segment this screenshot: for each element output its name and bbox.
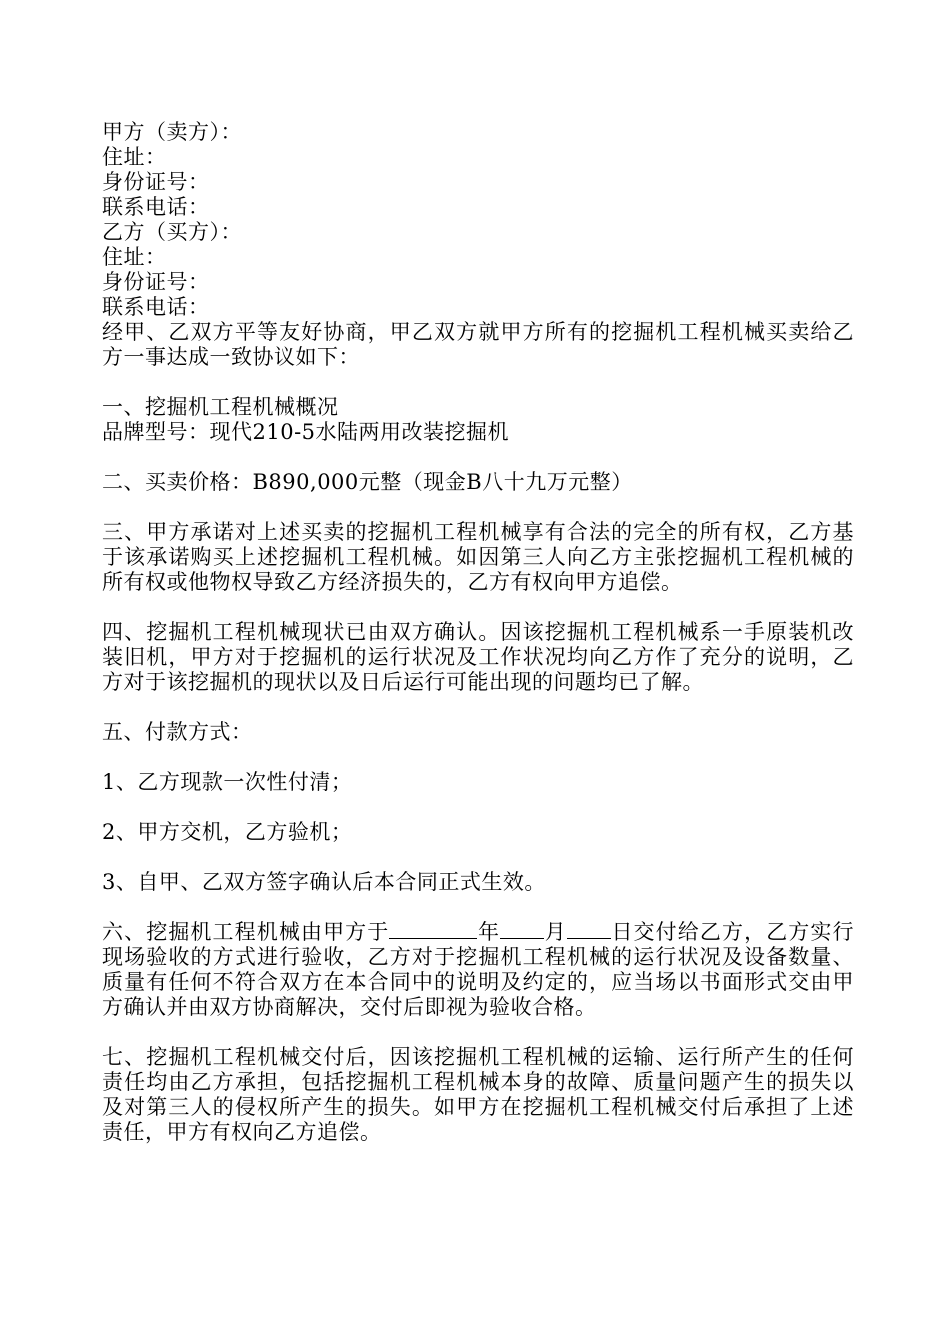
spacer <box>102 595 854 620</box>
section-5-item-3: 3、自甲、乙双方签字确认后本合同正式生效。 <box>102 870 546 894</box>
section-3-ownership: 三、甲方承诺对上述买卖的挖掘机工程机械享有合法的完全的所有权，乙方基于该承诺购买上述挖掘机工程机械。如因第三人向乙方主张挖掘机工程机械的所有权或他物权导致乙方经济损失的，乙方有权向甲方追偿。 <box>102 520 854 594</box>
year-blank[interactable] <box>389 920 477 939</box>
section-1-model: 品牌型号：现代210-5水陆两用改装挖掘机 <box>102 420 510 444</box>
section-5-item-1: 1、乙方现款一次性付清； <box>102 770 353 794</box>
party-b-address: 住址： <box>102 245 167 269</box>
spacer <box>102 495 854 520</box>
month-blank[interactable] <box>500 920 544 939</box>
party-a-id: 身份证号： <box>102 170 210 194</box>
section-6-year: 年 <box>477 920 501 944</box>
spacer <box>102 695 854 720</box>
party-b-phone: 联系电话： <box>102 295 210 319</box>
section-6-prefix: 六、挖掘机工程机械由甲方于 <box>102 920 390 944</box>
party-b-id: 身份证号： <box>102 270 210 294</box>
spacer <box>102 845 854 870</box>
section-5-item-2: 2、甲方交机，乙方验机； <box>102 820 353 844</box>
party-a-address: 住址： <box>102 145 167 169</box>
spacer <box>102 795 854 820</box>
section-7-liability: 七、挖掘机工程机械交付后，因该挖掘机工程机械的运输、运行所产生的任何责任均由乙方承担，包括挖掘机工程机械本身的故障、质量问题产生的损失以及对第三人的侵权所产生的损失。如甲方在挖掘机工程机械交付后承担了上述责任，甲方有权向乙方追偿。 <box>102 1045 854 1144</box>
spacer <box>102 370 854 395</box>
spacer <box>102 745 854 770</box>
section-6-rest: 日交付给乙方，乙方实行现场验收的方式进行验收，乙方对于挖掘机工程机械的运行状况及设备数量、质量有任何不符合双方在本合同中的说明及约定的，应当场以书面形式交由甲方确认并由双方协商解决，交付后即视为验收合格。 <box>102 920 855 1019</box>
party-a-title: 甲方（卖方）： <box>102 120 242 144</box>
party-a-phone: 联系电话： <box>102 195 210 219</box>
day-blank[interactable] <box>567 920 611 939</box>
section-2-price: 二、买卖价格：B890,000元整（现金B八十九万元整） <box>102 470 633 494</box>
section-5-heading: 五、付款方式： <box>102 720 253 744</box>
intro-paragraph: 经甲、乙双方平等友好协商，甲乙双方就甲方所有的挖掘机工程机械买卖给乙方一事达成一致协议如下： <box>102 320 854 369</box>
section-4-condition: 四、挖掘机工程机械现状已由双方确认。因该挖掘机工程机械系一手原装机改装旧机，甲方对于挖掘机的运行状况及工作状况均向乙方作了充分的说明，乙方对于该挖掘机的现状以及日后运行可能出现的问题均已了解。 <box>102 620 854 694</box>
section-1-heading: 一、挖掘机工程机械概况 <box>102 395 339 419</box>
section-6-delivery <box>102 920 854 1020</box>
spacer <box>102 895 854 920</box>
contract-document <box>102 120 854 1145</box>
spacer <box>102 445 854 470</box>
section-6-month: 月 <box>544 920 567 944</box>
spacer <box>102 1020 854 1045</box>
party-b-title: 乙方（买方）： <box>102 220 242 244</box>
